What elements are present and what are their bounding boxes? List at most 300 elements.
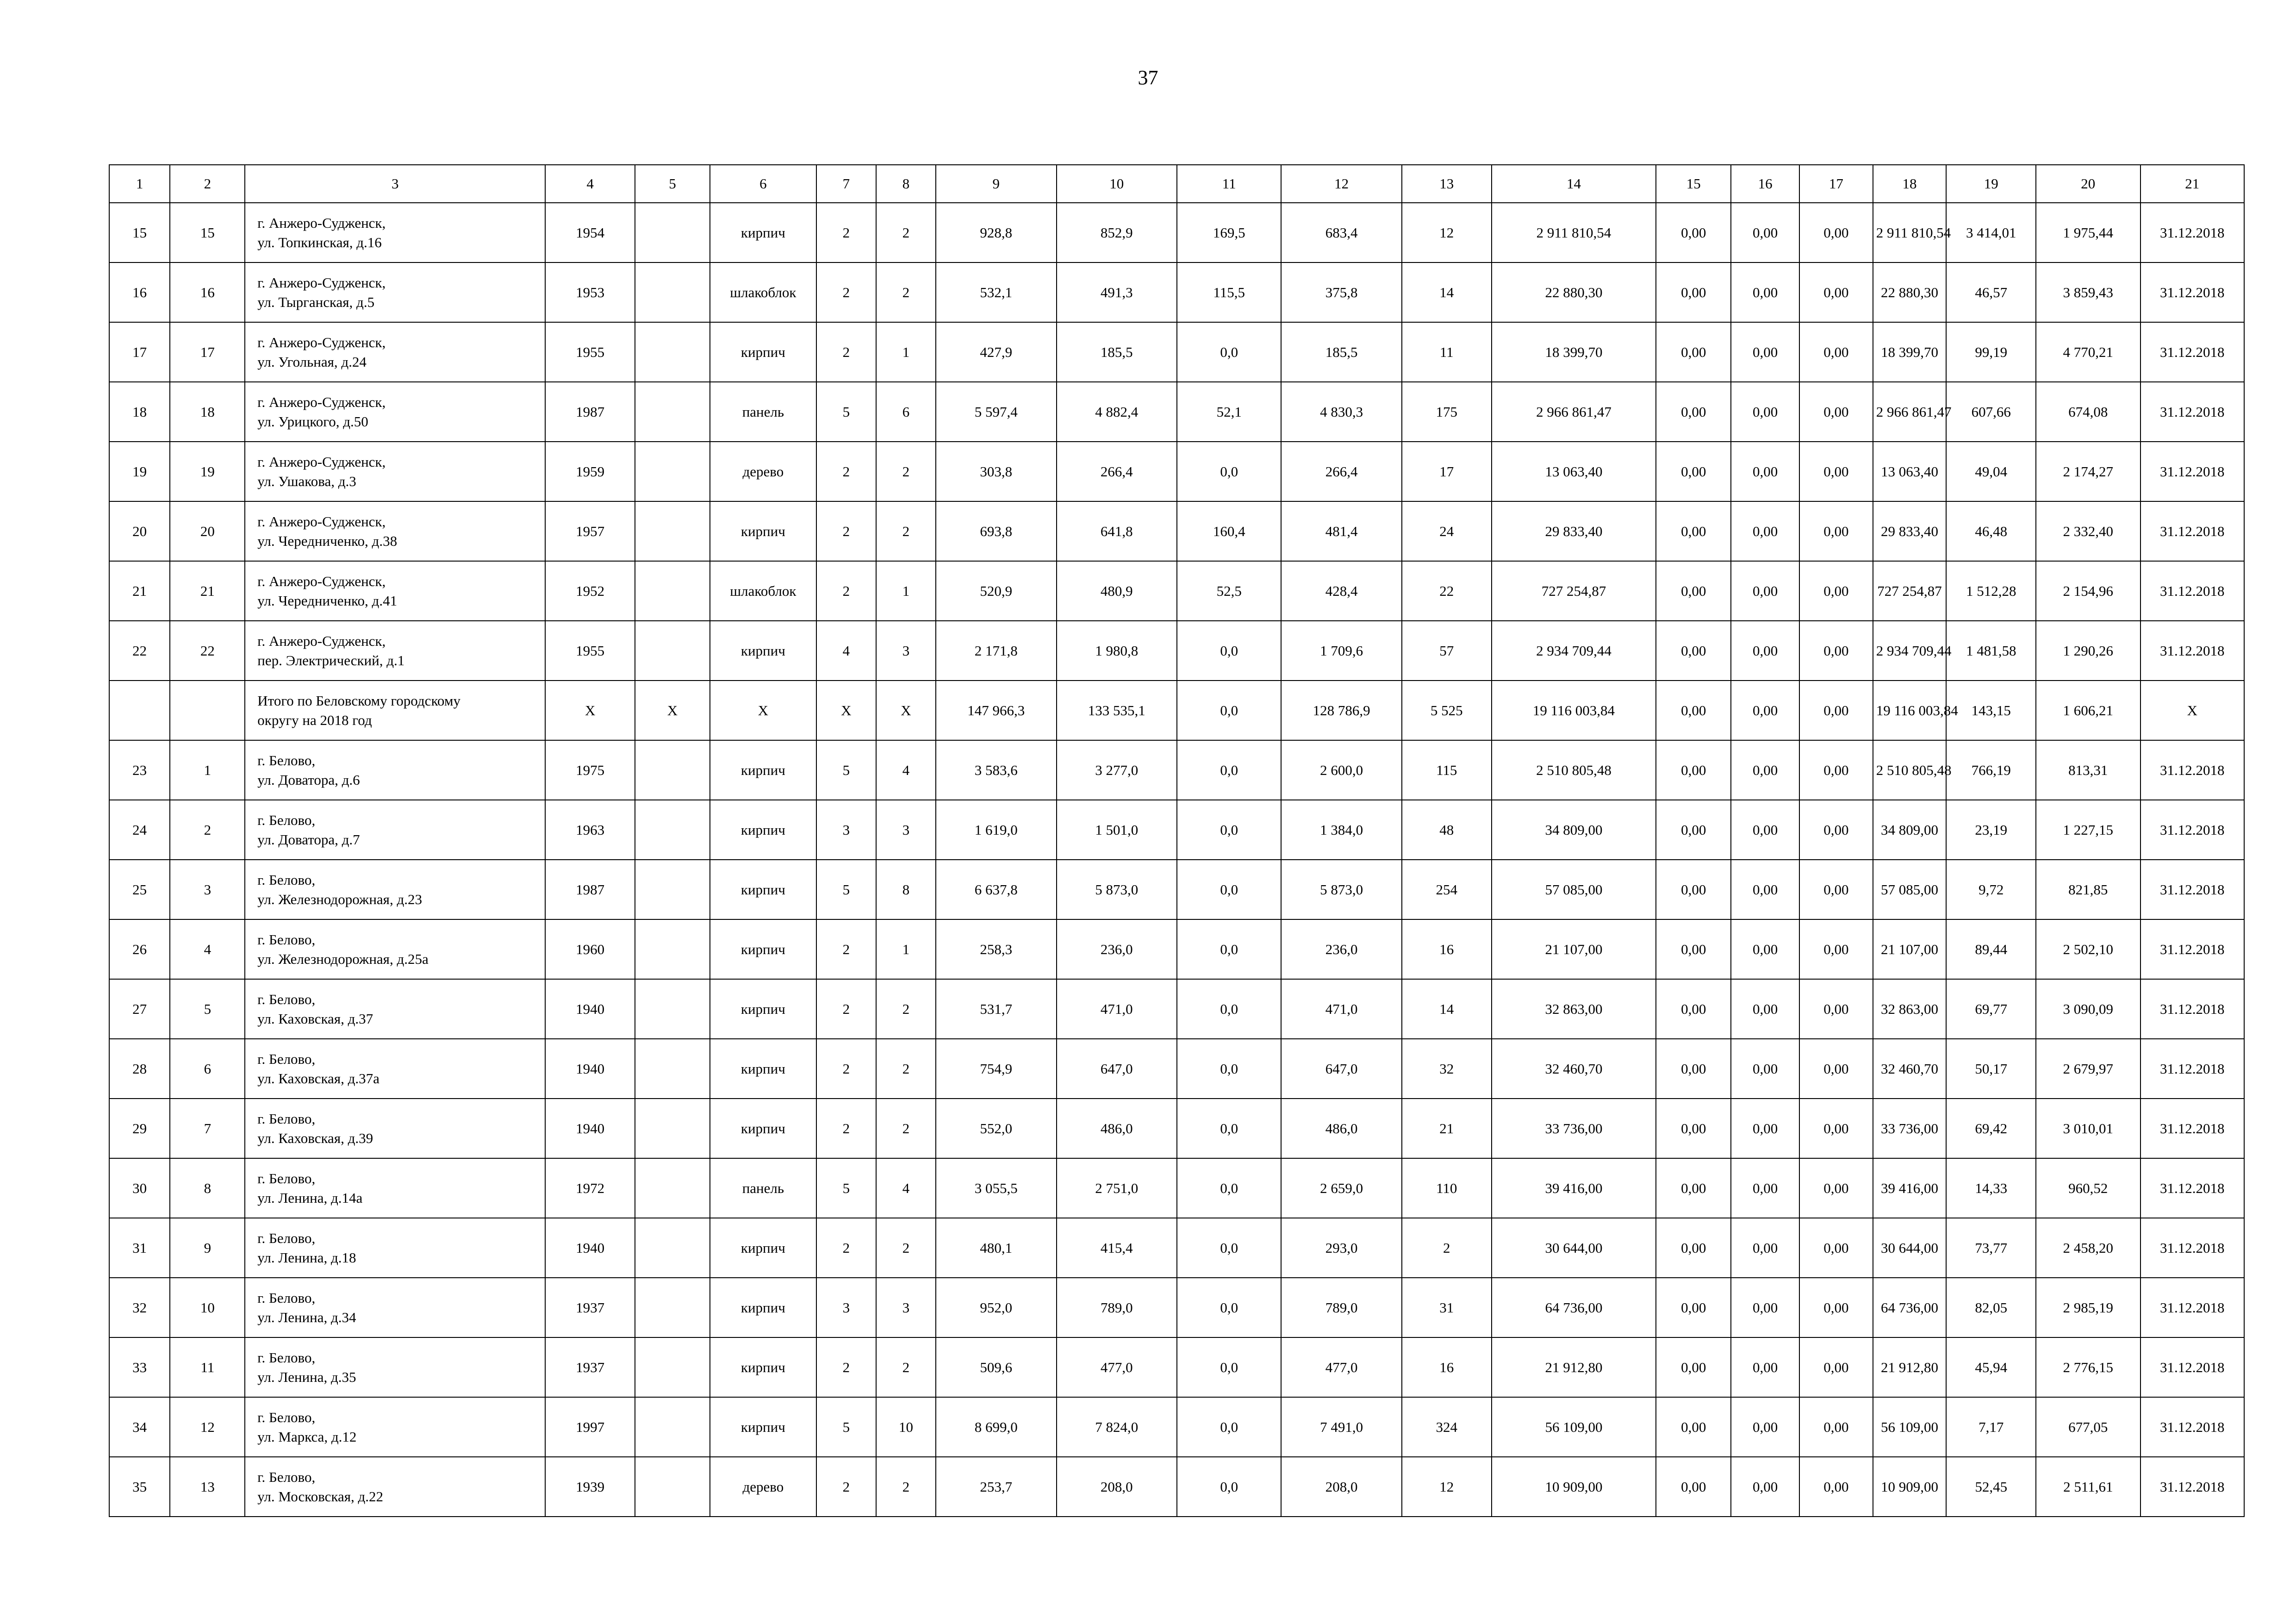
table-row (109, 1337, 2244, 1397)
table-cell: кирпич (710, 1397, 816, 1457)
address-cell (245, 740, 545, 800)
table-cell: 17 (1402, 442, 1492, 501)
table-cell: 35 (109, 1457, 170, 1517)
table-cell (635, 1457, 710, 1517)
table-cell: 1 619,0 (936, 800, 1056, 860)
table-cell: 128 786,9 (1281, 681, 1401, 740)
table-cell (635, 1397, 710, 1457)
table-cell: 0,00 (1731, 740, 1799, 800)
table-cell: 486,0 (1057, 1099, 1177, 1158)
table-cell: 0,0 (1177, 442, 1281, 501)
table-cell: 0,0 (1177, 1099, 1281, 1158)
table-row (109, 979, 2244, 1039)
table-cell: кирпич (710, 919, 816, 979)
table-cell: 477,0 (1281, 1337, 1401, 1397)
table-cell: 39 416,00 (1492, 1158, 1656, 1218)
table-row (109, 1397, 2244, 1457)
table-cell: 0,00 (1656, 322, 1731, 382)
table-cell: 0,00 (1731, 322, 1799, 382)
table-cell: 99,19 (1946, 322, 2036, 382)
table-cell: 18 (109, 382, 170, 442)
table-cell: 21 912,80 (1873, 1337, 1947, 1397)
column-number-cell: 10 (1057, 165, 1177, 203)
table-cell: 0,00 (1799, 681, 1873, 740)
address-cell (245, 1397, 545, 1457)
table-cell: 2 (816, 1039, 876, 1099)
table-row (109, 561, 2244, 621)
table-cell: 641,8 (1057, 501, 1177, 561)
table-cell: 324 (1402, 1397, 1492, 1457)
table-cell: 520,9 (936, 561, 1056, 621)
table-row (109, 1099, 2244, 1158)
table-cell: 2 (876, 442, 936, 501)
table-cell: 0,00 (1731, 919, 1799, 979)
table-cell: дерево (710, 442, 816, 501)
table-cell: 2 (876, 501, 936, 561)
table-cell: кирпич (710, 1039, 816, 1099)
table-cell: 952,0 (936, 1278, 1056, 1337)
table-cell: 69,42 (1946, 1099, 2036, 1158)
table-cell (635, 1099, 710, 1158)
table-cell: 0,00 (1656, 1099, 1731, 1158)
table-cell: 21 107,00 (1873, 919, 1947, 979)
table-cell: 56 109,00 (1873, 1397, 1947, 1457)
table-cell: 12 (170, 1397, 245, 1457)
table-cell: 2 751,0 (1057, 1158, 1177, 1218)
table-cell: 33 736,00 (1873, 1099, 1947, 1158)
address-cell (245, 919, 545, 979)
table-cell: 31.12.2018 (2140, 501, 2244, 561)
table-cell: 2 332,40 (2036, 501, 2140, 561)
table-cell: 25 (109, 860, 170, 919)
table-cell: 21 912,80 (1492, 1337, 1656, 1397)
table-cell: 17 (170, 322, 245, 382)
table-cell: 147 966,3 (936, 681, 1056, 740)
address-line: ул. Маркса, д.12 (257, 1428, 357, 1445)
table-cell: 29 (109, 1099, 170, 1158)
table-cell: 31.12.2018 (2140, 919, 2244, 979)
table-cell: 0,00 (1799, 262, 1873, 322)
column-number-cell: 7 (816, 165, 876, 203)
address-line: г. Белово, (257, 1468, 316, 1485)
table-cell: 0,00 (1731, 442, 1799, 501)
table-cell: 56 109,00 (1492, 1397, 1656, 1457)
table-cell: 30 644,00 (1492, 1218, 1656, 1278)
table-cell: 0,0 (1177, 1039, 1281, 1099)
column-number-cell: 6 (710, 165, 816, 203)
table-cell: 10 (170, 1278, 245, 1337)
table-cell: 16 (170, 262, 245, 322)
table-cell: 0,00 (1656, 1039, 1731, 1099)
table-cell: 3 090,09 (2036, 979, 2140, 1039)
table-cell: 1940 (545, 979, 635, 1039)
table-cell: 52,45 (1946, 1457, 2036, 1517)
table-cell: 0,00 (1656, 1337, 1731, 1397)
table-cell: X (545, 681, 635, 740)
table-cell (635, 382, 710, 442)
address-line: пер. Электрический, д.1 (257, 652, 405, 668)
table-cell: 0,00 (1656, 979, 1731, 1039)
table-cell: 1940 (545, 1099, 635, 1158)
table-row (109, 860, 2244, 919)
table-row (109, 1218, 2244, 1278)
table-cell: 789,0 (1281, 1278, 1401, 1337)
table-cell: X (635, 681, 710, 740)
table-cell: 813,31 (2036, 740, 2140, 800)
table-cell: 5 525 (1402, 681, 1492, 740)
table-cell (635, 1218, 710, 1278)
address-line: ул. Железнодорожная, д.23 (257, 891, 422, 907)
table-cell: 0,00 (1656, 860, 1731, 919)
table-cell: 2 (816, 561, 876, 621)
table-cell: 471,0 (1057, 979, 1177, 1039)
table-cell: 0,00 (1731, 1397, 1799, 1457)
column-number-cell: 1 (109, 165, 170, 203)
table-cell: 0,00 (1731, 621, 1799, 681)
table-cell (635, 322, 710, 382)
table-cell: 1 980,8 (1057, 621, 1177, 681)
address-line: г. Белово, (257, 1289, 316, 1306)
address-line: ул. Доватора, д.7 (257, 831, 360, 848)
table-cell: 34 809,00 (1492, 800, 1656, 860)
table-cell: 1972 (545, 1158, 635, 1218)
table-cell: 1955 (545, 621, 635, 681)
table-cell: кирпич (710, 322, 816, 382)
address-cell (245, 1218, 545, 1278)
address-line: г. Белово, (257, 991, 316, 1007)
table-row (109, 681, 2244, 740)
table-cell: 46,48 (1946, 501, 2036, 561)
table-cell (635, 442, 710, 501)
table-cell: 208,0 (1057, 1457, 1177, 1517)
table-cell: 4 (816, 621, 876, 681)
table-cell: 2 (816, 1457, 876, 1517)
table-cell: 10 909,00 (1492, 1457, 1656, 1517)
table-row (109, 740, 2244, 800)
table-cell: 20 (109, 501, 170, 561)
table-cell: 2 (816, 1337, 876, 1397)
column-number-cell: 5 (635, 165, 710, 203)
table-cell: 0,00 (1799, 442, 1873, 501)
table-cell: 1939 (545, 1457, 635, 1517)
table-cell: 2 (876, 1099, 936, 1158)
table-cell: 491,3 (1057, 262, 1177, 322)
table-cell: 4 882,4 (1057, 382, 1177, 442)
table-cell: 0,00 (1731, 203, 1799, 262)
table-cell (109, 681, 170, 740)
table-cell: 375,8 (1281, 262, 1401, 322)
table-cell: 21 107,00 (1492, 919, 1656, 979)
table-cell: 2 (876, 262, 936, 322)
table-cell: 52,5 (1177, 561, 1281, 621)
address-line: Итого по Беловскому городскому (257, 692, 460, 709)
table-cell: 0,00 (1799, 621, 1873, 681)
column-number-cell: 15 (1656, 165, 1731, 203)
table-cell: 3 (170, 860, 245, 919)
table-cell: 5 (816, 1158, 876, 1218)
table-cell: 5 (816, 860, 876, 919)
table-cell: 0,0 (1177, 322, 1281, 382)
table-cell: 15 (170, 203, 245, 262)
table-cell: 0,00 (1799, 1218, 1873, 1278)
table-cell: 14 (1402, 979, 1492, 1039)
table-cell (635, 740, 710, 800)
table-cell: 2 (816, 979, 876, 1039)
table-cell: X (876, 681, 936, 740)
table-cell: 1940 (545, 1039, 635, 1099)
table-cell: 33 736,00 (1492, 1099, 1656, 1158)
address-line: ул. Ушакова, д.3 (257, 473, 356, 489)
table-cell: 31.12.2018 (2140, 740, 2244, 800)
table-cell: 2 776,15 (2036, 1337, 2140, 1397)
table-cell: 0,0 (1177, 681, 1281, 740)
address-line: ул. Ленина, д.18 (257, 1249, 356, 1266)
table-cell: 3 414,01 (1946, 203, 2036, 262)
table-row (109, 1457, 2244, 1517)
table-cell: 0,00 (1799, 1337, 1873, 1397)
address-cell (245, 262, 545, 322)
table-cell: 64 736,00 (1492, 1278, 1656, 1337)
table-cell: 52,1 (1177, 382, 1281, 442)
table-cell: 5 (816, 1397, 876, 1457)
table-cell: 0,00 (1799, 382, 1873, 442)
column-number-cell: 9 (936, 165, 1056, 203)
address-line: округу на 2018 год (257, 712, 372, 728)
table-cell: 5 597,4 (936, 382, 1056, 442)
table-cell: 31.12.2018 (2140, 860, 2244, 919)
address-line: ул. Ленина, д.34 (257, 1309, 356, 1325)
table-cell (635, 1039, 710, 1099)
table-cell (635, 561, 710, 621)
table-row (109, 1158, 2244, 1218)
table-cell: 143,15 (1946, 681, 2036, 740)
table-cell: 0,00 (1656, 442, 1731, 501)
address-cell (245, 382, 545, 442)
table-cell: 2 911 810,54 (1492, 203, 1656, 262)
table-cell: 1952 (545, 561, 635, 621)
table-cell: 1953 (545, 262, 635, 322)
table-cell (635, 979, 710, 1039)
table-cell: 1937 (545, 1337, 635, 1397)
table-cell: 57 085,00 (1492, 860, 1656, 919)
table-cell: 48 (1402, 800, 1492, 860)
table-row (109, 621, 2244, 681)
table-cell (635, 800, 710, 860)
table-cell: 7 491,0 (1281, 1397, 1401, 1457)
table-cell: 31.12.2018 (2140, 561, 2244, 621)
table-row (109, 1278, 2244, 1337)
table-cell: 607,66 (1946, 382, 2036, 442)
table-cell: 852,9 (1057, 203, 1177, 262)
address-cell (245, 1278, 545, 1337)
column-number-cell: 3 (245, 165, 545, 203)
table-cell: шлакоблок (710, 561, 816, 621)
page-number: 37 (1138, 66, 1158, 89)
table-cell: 115 (1402, 740, 1492, 800)
address-line: ул. Ленина, д.14а (257, 1189, 363, 1206)
table-cell: 64 736,00 (1873, 1278, 1947, 1337)
table-cell: 31.12.2018 (2140, 1278, 2244, 1337)
table-cell: 3 277,0 (1057, 740, 1177, 800)
table-cell: 18 399,70 (1492, 322, 1656, 382)
table-cell: 693,8 (936, 501, 1056, 561)
table-cell: 928,8 (936, 203, 1056, 262)
address-line: ул. Каховская, д.39 (257, 1130, 373, 1146)
table-cell: 69,77 (1946, 979, 2036, 1039)
table-cell: 480,1 (936, 1218, 1056, 1278)
address-line: г. Белово, (257, 1050, 316, 1067)
table-cell: 0,0 (1177, 1278, 1281, 1337)
address-line: г. Анжеро-Судженск, (257, 334, 386, 350)
column-number-cell: 19 (1946, 165, 2036, 203)
address-cell (245, 203, 545, 262)
table-cell: 0,00 (1731, 1158, 1799, 1218)
table-cell: 31.12.2018 (2140, 322, 2244, 382)
address-line: ул. Московская, д.22 (257, 1488, 384, 1505)
table-cell: 31.12.2018 (2140, 382, 2244, 442)
column-number-cell: 4 (545, 165, 635, 203)
table-cell: 5 (170, 979, 245, 1039)
table-cell (635, 262, 710, 322)
table-cell: 22 880,30 (1492, 262, 1656, 322)
table-row (109, 800, 2244, 860)
table-cell: 175 (1402, 382, 1492, 442)
table-cell: 1 227,15 (2036, 800, 2140, 860)
address-line: г. Белово, (257, 812, 316, 828)
table-cell: 552,0 (936, 1099, 1056, 1158)
address-line: ул. Урицкого, д.50 (257, 413, 368, 430)
table-cell: 34 (109, 1397, 170, 1457)
table-cell: 2 (816, 442, 876, 501)
table-cell: 73,77 (1946, 1218, 2036, 1278)
column-number-cell: 13 (1402, 165, 1492, 203)
table-cell: 0,00 (1799, 322, 1873, 382)
table-cell: кирпич (710, 501, 816, 561)
table-cell: 2 (816, 262, 876, 322)
table-cell: 253,7 (936, 1457, 1056, 1517)
table-cell: 31.12.2018 (2140, 203, 2244, 262)
table-cell: 0,00 (1656, 262, 1731, 322)
table-cell: 0,00 (1799, 800, 1873, 860)
table-cell: 22 (109, 621, 170, 681)
table-cell: 34 809,00 (1873, 800, 1947, 860)
table-cell: 754,9 (936, 1039, 1056, 1099)
table-cell: 7 824,0 (1057, 1397, 1177, 1457)
table-cell: 2 966 861,47 (1873, 382, 1947, 442)
table-cell: 57 085,00 (1873, 860, 1947, 919)
address-cell (245, 1039, 545, 1099)
column-number-cell: 12 (1281, 165, 1401, 203)
table-cell: 6 637,8 (936, 860, 1056, 919)
table-cell: 57 (1402, 621, 1492, 681)
table-cell (635, 919, 710, 979)
table-row (109, 382, 2244, 442)
table-cell: 31.12.2018 (2140, 1158, 2244, 1218)
table-cell: 31 (109, 1218, 170, 1278)
table-cell: 19 (109, 442, 170, 501)
table-cell: 0,0 (1177, 1397, 1281, 1457)
table-cell: 0,00 (1731, 1457, 1799, 1517)
table-cell: 727 254,87 (1492, 561, 1656, 621)
table-cell: 2 (816, 203, 876, 262)
table-cell: 0,0 (1177, 800, 1281, 860)
address-line: г. Белово, (257, 1230, 316, 1246)
table-cell: 39 416,00 (1873, 1158, 1947, 1218)
table-cell: 23 (109, 740, 170, 800)
table-row (109, 442, 2244, 501)
table-cell: 4 770,21 (2036, 322, 2140, 382)
table-cell: 3 (816, 1278, 876, 1337)
table-cell: 266,4 (1057, 442, 1177, 501)
table-cell: 3 583,6 (936, 740, 1056, 800)
table-cell: 0,00 (1799, 1039, 1873, 1099)
table-cell: 31 (1402, 1278, 1492, 1337)
table-cell: X (710, 681, 816, 740)
table-cell: 1 (876, 919, 936, 979)
table-cell: 1 (170, 740, 245, 800)
column-number-cell: 18 (1873, 165, 1947, 203)
table-cell: 49,04 (1946, 442, 2036, 501)
table-cell: 8 (876, 860, 936, 919)
table-cell: 160,4 (1177, 501, 1281, 561)
table-cell: 0,00 (1656, 382, 1731, 442)
table-cell: 2 (170, 800, 245, 860)
table-cell: 1954 (545, 203, 635, 262)
table-cell: 29 833,40 (1873, 501, 1947, 561)
table-cell: 236,0 (1057, 919, 1177, 979)
table-cell: 12 (1402, 1457, 1492, 1517)
address-cell (245, 681, 545, 740)
table-cell: 17 (109, 322, 170, 382)
table-cell: X (816, 681, 876, 740)
table-cell: 1987 (545, 860, 635, 919)
table-cell: 1987 (545, 382, 635, 442)
table-cell: 0,00 (1731, 382, 1799, 442)
table-cell: 9,72 (1946, 860, 2036, 919)
table-cell: 0,00 (1731, 561, 1799, 621)
table-cell: 22 (170, 621, 245, 681)
table-cell: 1 975,44 (2036, 203, 2140, 262)
address-line: г. Белово, (257, 1409, 316, 1425)
table-cell: 0,00 (1731, 1278, 1799, 1337)
table-cell: 21 (1402, 1099, 1492, 1158)
table-cell: 0,00 (1799, 1397, 1873, 1457)
address-line: ул. Ленина, д.35 (257, 1368, 356, 1385)
table-cell: 480,9 (1057, 561, 1177, 621)
table-cell: 647,0 (1281, 1039, 1401, 1099)
table-row (109, 501, 2244, 561)
table-cell: 0,0 (1177, 1457, 1281, 1517)
table-cell: 185,5 (1057, 322, 1177, 382)
table-cell: 20 (170, 501, 245, 561)
table-cell: 31.12.2018 (2140, 1218, 2244, 1278)
table-cell: 1 (876, 561, 936, 621)
column-number-row (109, 165, 2244, 203)
table-cell: 258,3 (936, 919, 1056, 979)
address-line: г. Белово, (257, 752, 316, 768)
table-row (109, 1039, 2244, 1099)
table-cell: 2 (816, 1218, 876, 1278)
address-line: г. Белово, (257, 1349, 316, 1366)
table-cell: 2 966 861,47 (1492, 382, 1656, 442)
registry-table (109, 164, 2245, 1517)
address-cell (245, 979, 545, 1039)
table-cell: 2 (876, 1337, 936, 1397)
table-cell: 0,00 (1656, 800, 1731, 860)
table-cell: 477,0 (1057, 1337, 1177, 1397)
table-cell: 0,0 (1177, 1218, 1281, 1278)
table-cell: 45,94 (1946, 1337, 2036, 1397)
